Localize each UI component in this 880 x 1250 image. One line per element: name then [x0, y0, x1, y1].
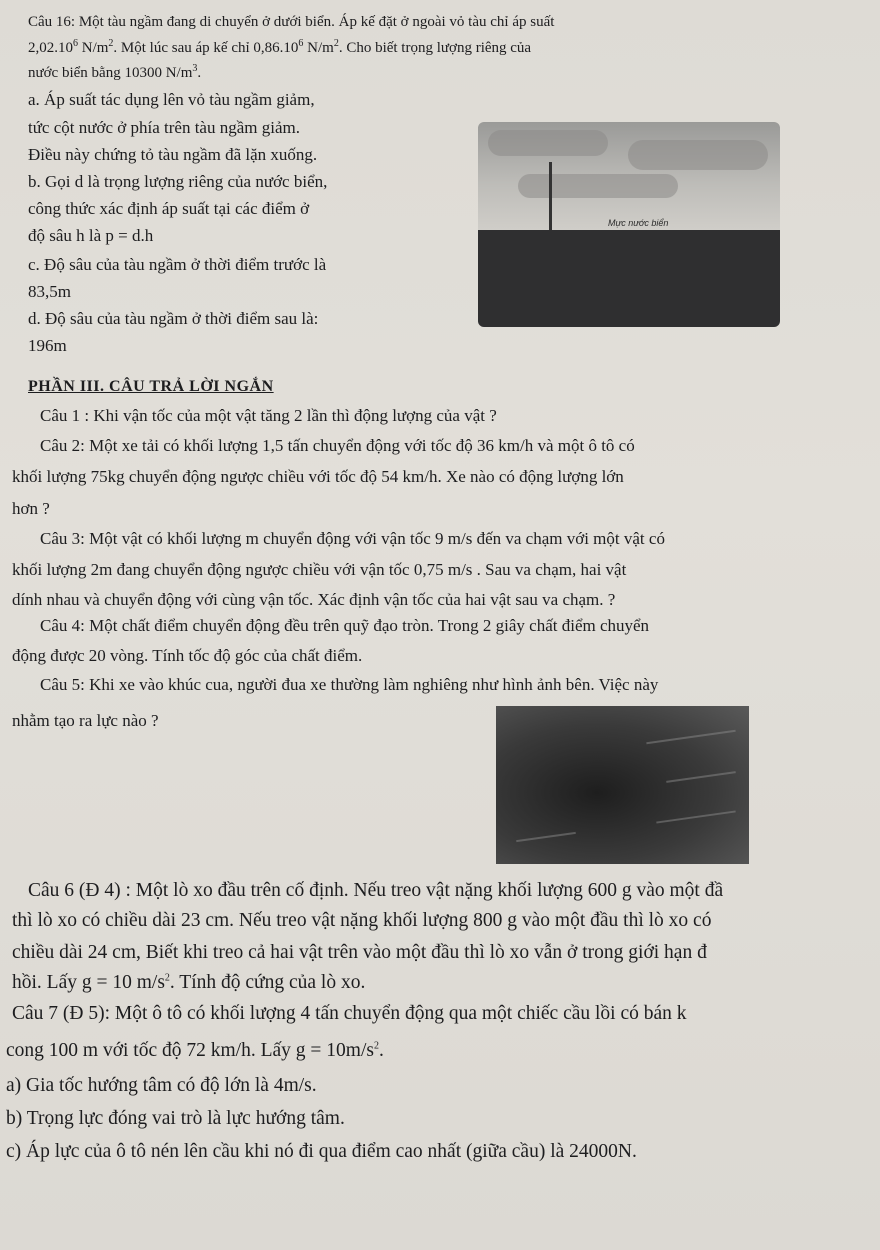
- q16-line-1: [28, 14, 554, 31]
- q6-l4a: hồi. Lấy g = 10 m/s: [12, 972, 165, 993]
- motion-streak: [516, 832, 576, 842]
- q3-line-2: khối lượng 2m đang chuyển động ngược chiều với vận tốc 0,75 m/s . Sau va chạm, hai vật: [12, 560, 627, 579]
- q16-l3a: nước biển bằng 10300 N/m: [28, 65, 193, 81]
- q7-l2b: .: [378, 1040, 384, 1061]
- q16-l2sq2: 2: [333, 38, 339, 49]
- q4-line-1: Câu 4: Một chất điểm chuyển động đều trên quỹ đạo tròn. Trong 2 giây chất điểm chuyển: [40, 616, 650, 635]
- q16-b-line-1: b. Gọi d là trọng lượng riêng của nước biển,: [28, 172, 328, 191]
- q6-line-3: chiều dài 24 cm, Biết khi treo cả hai vật trên vào một đầu thì lò xo vẫn ở trong giới hạn đ: [12, 942, 707, 963]
- q16-l2b: N/m: [78, 40, 109, 56]
- cloud-shape: [488, 130, 608, 156]
- racer-leaning-photo: [496, 706, 749, 864]
- q2-line-2: khối lượng 75kg chuyển động ngược chiều với tốc độ 54 km/h. Xe nào có động lượng lớn: [12, 467, 624, 486]
- cloud-shape: [518, 174, 678, 198]
- q3-line-1: Câu 3: Một vật có khối lượng m chuyển động với vận tốc 9 m/s đến va chạm với một vật có: [40, 529, 665, 548]
- q16-l3b: .: [197, 65, 202, 81]
- q6-l4b: . Tính độ cứng của lò xo.: [169, 972, 366, 993]
- q16-d-line-2: 196m: [28, 336, 67, 355]
- q7-option-c: c) Áp lực của ô tô nén lên cầu khi nó đi qua điểm cao nhất (giữa cầu) là 24000N.: [6, 1141, 637, 1162]
- q7-l2a: cong 100 m với tốc độ 72 km/h. Lấy g = 10m/s: [6, 1040, 374, 1061]
- motion-streak: [666, 771, 736, 783]
- mast-line: [549, 162, 552, 232]
- q16-line-1-text: Câu 16: Một tàu ngầm đang di chuyển ở dưới biển. Áp kế đặt ở ngoài vỏ tàu chỉ áp suất: [28, 14, 555, 30]
- q16-b-line-3: độ sâu h là p = d.h: [28, 226, 154, 245]
- q16-d-line-1: d. Độ sâu của tàu ngầm ở thời điểm sau là:: [28, 309, 319, 328]
- q6-l4sq: 2: [164, 972, 170, 984]
- q16-l2d: N/m: [303, 40, 334, 56]
- q6-line-4: [12, 972, 365, 994]
- q16-l2c: . Một lúc sau áp kế chỉ 0,86.10: [113, 40, 299, 56]
- q16-l2a: 2,02.10: [28, 40, 73, 56]
- q6-line-2: thì lò xo có chiều dài 23 cm. Nếu treo vật nặng khối lượng 800 g vào một đầu thì lò xo có: [12, 910, 712, 931]
- q6-line-1: Câu 6 (Đ 4) : Một lò xo đầu trên cố định. Nếu treo vật nặng khối lượng 600 g vào một đầ: [28, 880, 724, 901]
- q7-line-1: Câu 7 (Đ 5): Một ô tô có khối lượng 4 tấn chuyển động qua một chiếc cầu lồi có bán k: [12, 1003, 687, 1024]
- motion-streak: [646, 730, 735, 745]
- q16-a-line-2: tức cột nước ở phía trên tàu ngầm giảm.: [28, 118, 300, 137]
- q7-line-2: [6, 1040, 384, 1062]
- q3-line-3: dính nhau và chuyển động với cùng vận tốc. Xác định vận tốc của hai vật sau va chạm. ?: [12, 590, 616, 609]
- sea-level-figure: [478, 122, 780, 327]
- q16-c-line-2: 83,5m: [28, 282, 71, 301]
- q4-line-2: động được 20 vòng. Tính tốc độ góc của chất điểm.: [12, 646, 363, 665]
- q16-line-2: [28, 38, 531, 57]
- q16-b-line-2: công thức xác định áp suất tại các điểm ở: [28, 199, 310, 218]
- q16-line-3: [28, 63, 201, 82]
- section-heading: PHẦN III. CÂU TRẢ LỜI NGẮN: [28, 378, 274, 395]
- q16-l2exp2: 6: [298, 38, 304, 49]
- q16-l2exp: 6: [73, 38, 78, 49]
- motion-streak: [656, 810, 735, 823]
- q5-line-1: Câu 5: Khi xe vào khúc cua, người đua xe thường làm nghiêng như hình ảnh bên. Việc này: [40, 675, 659, 694]
- q7-option-a: a) Gia tốc hướng tâm có độ lớn là 4m/s.: [6, 1075, 317, 1096]
- q16-a-line-1: a. Áp suất tác dụng lên vỏ tàu ngầm giảm,: [28, 90, 315, 109]
- q16-a-line-3: Điều này chứng tỏ tàu ngầm đã lặn xuống.: [28, 145, 318, 164]
- q7-l2sq: 2: [373, 1040, 379, 1052]
- q16-l2sq: 2: [108, 38, 114, 49]
- sea-water: [478, 230, 780, 327]
- q1-text: Câu 1 : Khi vận tốc của một vật tăng 2 lần thì động lượng của vật ?: [40, 406, 497, 425]
- q16-l2e: . Cho biết trọng lượng riêng của: [338, 40, 532, 56]
- q5-line-2: nhằm tạo ra lực nào ?: [12, 711, 159, 730]
- q16-c-line-1: c. Độ sâu của tàu ngầm ở thời điểm trước là: [28, 255, 327, 274]
- q2-line-1: Câu 2: Một xe tải có khối lượng 1,5 tấn chuyển động với tốc độ 36 km/h và một ô tô có: [40, 436, 635, 455]
- q16-l3exp: 3: [192, 63, 198, 74]
- sea-level-label: Mực nước biển: [608, 218, 669, 228]
- q7-option-b: b) Trọng lực đóng vai trò là lực hướng tâm.: [6, 1108, 345, 1129]
- cloud-shape: [628, 140, 768, 170]
- q2-line-3: hơn ?: [12, 499, 50, 518]
